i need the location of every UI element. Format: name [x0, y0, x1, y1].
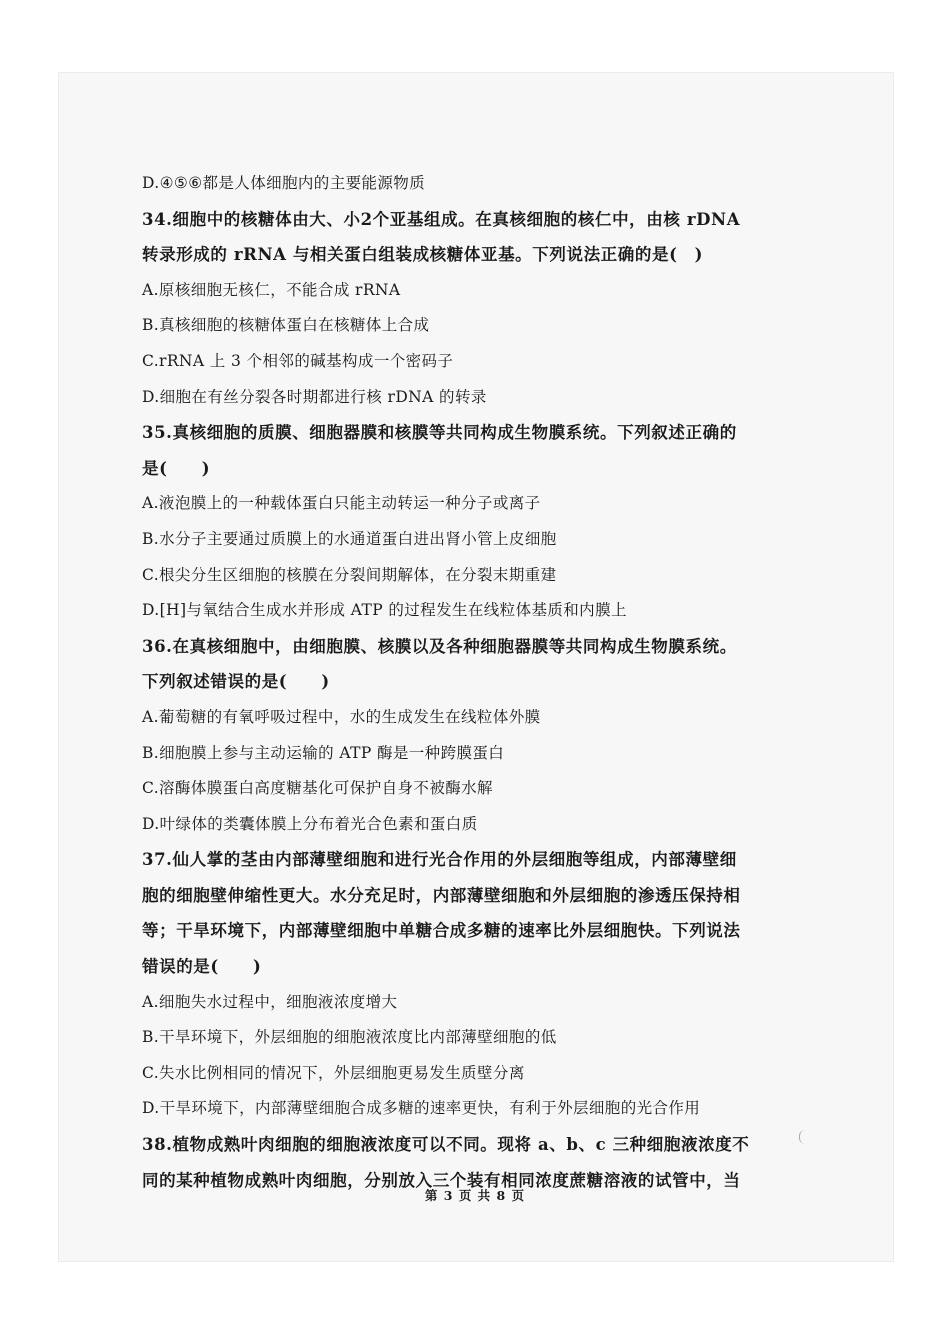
- question-stem-line: 37.仙人掌的茎由内部薄壁细胞和进行光合作用的外层细胞等组成，内部薄壁细: [142, 850, 737, 870]
- answer-option: C.溶酶体膜蛋白高度糖基化可保护自身不被酶水解: [142, 779, 493, 798]
- page-footer: 第 3 页 共 8 页: [424, 1188, 526, 1203]
- exam-question-text: [142, 166, 802, 1198]
- answer-option: B.水分子主要通过质膜上的水通道蛋白进出肾小管上皮细胞: [142, 529, 557, 548]
- answer-option: D.④⑤⑥都是人体细胞内的主要能源物质: [142, 174, 426, 192]
- answer-option: A.液泡膜上的一种载体蛋白只能主动转运一种分子或离子: [142, 494, 541, 513]
- question-stem-line: 同的某种植物成熟叶肉细胞，分别放入三个装有相同浓度蔗糖溶液的试管中，当: [142, 1170, 741, 1190]
- question-stem-line: 35.真核细胞的质膜、细胞器膜和核膜等共同构成生物膜系统。下列叙述正确的: [142, 423, 737, 443]
- answer-option: C.根尖分生区细胞的核膜在分裂间期解体，在分裂末期重建: [142, 565, 557, 584]
- answer-option: B.真核细胞的核糖体蛋白在核糖体上合成: [142, 316, 430, 335]
- question-stem-line: 下列叙述错误的是( ): [142, 672, 330, 692]
- question-stem-line: 转录形成的 rRNA 与相关蛋白组装成核糖体亚基。下列说法正确的是( ): [142, 245, 703, 265]
- question-stem-line: 等；干旱环境下，内部薄壁细胞中单糖合成多糖的速率比外层细胞快。下列说法: [142, 921, 741, 941]
- question-stem-line: 胞的细胞壁伸缩性更大。水分充足时，内部薄壁细胞和外层细胞的渗透压保持相: [142, 885, 741, 905]
- page-mark: [799, 1130, 808, 1144]
- question-stem-line: 是( ): [142, 458, 211, 478]
- answer-option: C.rRNA 上 3 个相邻的碱基构成一个密码子: [142, 351, 454, 370]
- answer-option: A.原核细胞无核仁，不能合成 rRNA: [142, 280, 401, 299]
- question-stem-line: 38.植物成熟叶肉细胞的细胞液浓度可以不同。现将 a、b、c 三种细胞液浓度不: [142, 1135, 750, 1155]
- answer-option: A.葡萄糖的有氧呼吸过程中，水的生成发生在线粒体外膜: [142, 707, 541, 726]
- answer-option: D.[H]与氧结合生成水并形成 ATP 的过程发生在线粒体基质和内膜上: [142, 601, 627, 620]
- question-stem-line: 36.在真核细胞中，由细胞膜、核膜以及各种细胞器膜等共同构成生物膜系统。: [142, 636, 737, 656]
- answer-option: B.干旱环境下，外层细胞的细胞液浓度比内部薄壁细胞的低: [142, 1028, 557, 1047]
- answer-option: D.叶绿体的类囊体膜上分布着光合色素和蛋白质: [142, 814, 478, 833]
- question-stem-line: 34.细胞中的核糖体由大、小2个亚基组成。在真核细胞的核仁中，由核 rDNA: [142, 209, 741, 229]
- answer-option: D.干旱环境下，内部薄壁细胞合成多糖的速率更快，有利于外层细胞的光合作用: [142, 1099, 701, 1118]
- answer-option: C.失水比例相同的情况下，外层细胞更易发生质壁分离: [142, 1063, 525, 1082]
- answer-option: D.细胞在有丝分裂各时期都进行核 rDNA 的转录: [142, 387, 487, 406]
- answer-option: B.细胞膜上参与主动运输的 ATP 酶是一种跨膜蛋白: [142, 743, 505, 762]
- question-stem-line: 错误的是( ): [142, 957, 262, 977]
- answer-option: A.细胞失水过程中，细胞液浓度增大: [142, 992, 398, 1011]
